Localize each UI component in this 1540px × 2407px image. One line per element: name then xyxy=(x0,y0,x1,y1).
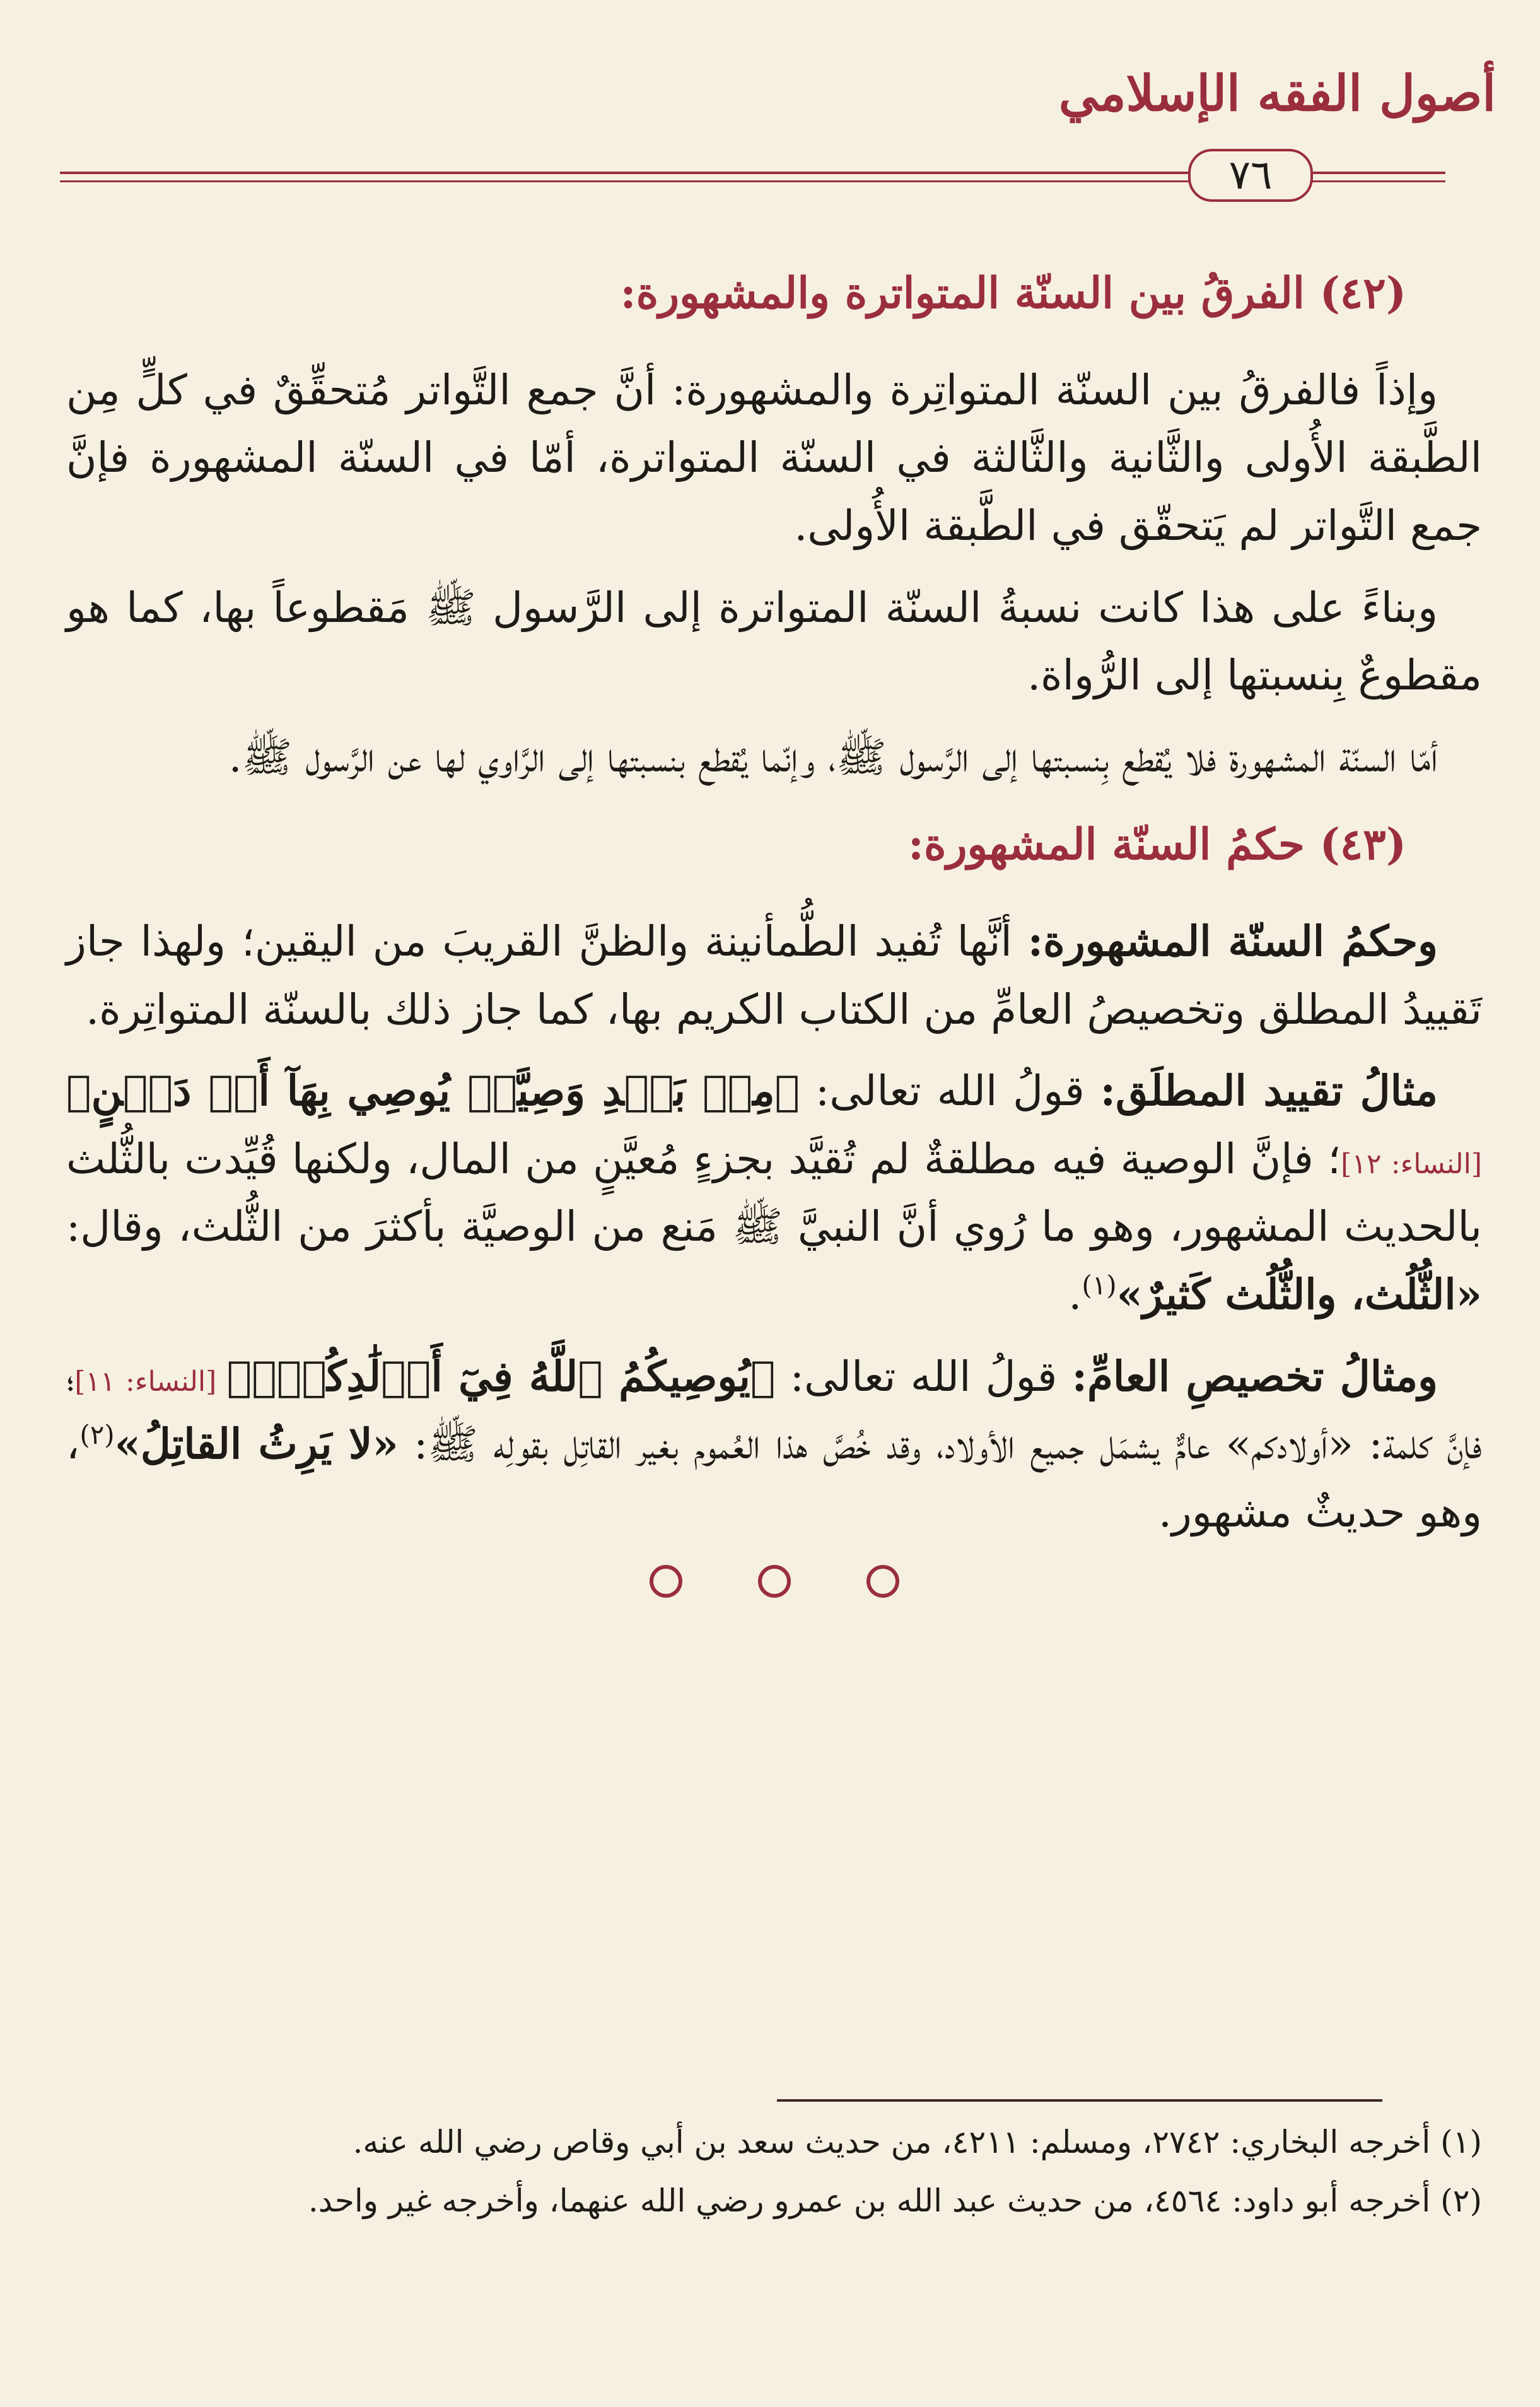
ornament-circle-icon xyxy=(650,1565,682,1598)
quran-quote: ﴿مِنۢ بَعۡدِ وَصِيَّةٖ يُوصِي بِهَآ أَوۡ دَيۡنٍ﴾ xyxy=(66,1066,800,1116)
paragraph-lead: ومثالُ تخصيصِ العامِّ: xyxy=(1071,1351,1438,1401)
paragraph-text: ، وهو حديثٌ مشهور. xyxy=(66,1420,1482,1537)
paragraph: أمّا السنّة المشهورة فلا يُقطع بِنسبتها إلى الرَّسول ﷺ، وإنّما يُقطع بنسبتها إلى الرَّاوي لها عن الرَّسول ﷺ. xyxy=(228,732,1438,782)
hadith-quote: «الثُّلُث، والثُّلُث كَثيرٌ» xyxy=(1116,1270,1482,1320)
footnote-mark[interactable]: (٢) xyxy=(79,1419,115,1451)
quran-quote: ﴿يُوصِيكُمُ ٱللَّهُ فِيٓ أَوۡلَٰدِكُمۡۖ﴾ xyxy=(226,1351,776,1401)
quran-reference: [النساء: ١١] xyxy=(74,1365,227,1398)
paragraph: وبناءً على هذا كانت نسبةُ السنّة المتواترة إلى الرَّسول ﷺ مَقطوعاً بها، كما هو مقطوعٌ بِنسبتها إلى الرُّواة. xyxy=(66,583,1482,700)
quran-reference: [النساء: ١٢] xyxy=(1341,1147,1483,1180)
book-title: أصول الفقه الإسلامي xyxy=(1058,65,1496,122)
footnote-mark[interactable]: (١) xyxy=(1082,1270,1117,1301)
paragraph xyxy=(66,1057,1482,1328)
paragraph-text: قولُ الله تعالى: xyxy=(775,1352,1072,1401)
paragraph-lead: مثالُ تقييد المطلَق: xyxy=(1100,1066,1438,1116)
footnote: (٢) أخرجه أبو داود: ٤٥٦٤، من حديث عبد الله بن عمرو رضي الله عنهما، وأخرجه غير واحد. xyxy=(308,2182,1482,2219)
section-heading: (٤٣) حكمُ السنّة المشهورة: xyxy=(907,819,1406,870)
ornament-circle-icon xyxy=(866,1565,899,1598)
main-text xyxy=(66,240,1482,1598)
paragraph-text: أنَّها تُفيد الطُّمأنينة والظنَّ القريبَ من اليقين؛ ولهذا جاز تَقييدُ المطلق وتخصيصُ العامِّ من الكتاب الكريم بها، كما جاز ذلك بالسنّة المتواتِرة. xyxy=(66,917,1482,1034)
ornament-circle-icon xyxy=(758,1565,791,1598)
paragraph xyxy=(66,1343,1482,1547)
page-number: ٧٦ xyxy=(1188,149,1313,202)
footnote: (١) أخرجه البخاري: ٢٧٤٢، ومسلم: ٤٢١١، من حديث سعد بن أبي وقاص رضي الله عنه. xyxy=(353,2124,1482,2160)
paragraph-text: . xyxy=(1068,1270,1082,1320)
paragraph-text: ؛ فإنَّ كلمة: «أولادكم» عامٌّ يشمَل جميع الأولاد، وقد خُصَّ هذا العُموم بغير القاتِل بقولِه ﷺ: xyxy=(66,1352,1483,1469)
paragraph-lead: وحكمُ السنّة المشهورة: xyxy=(1027,917,1438,966)
paragraph-text: قولُ الله تعالى: xyxy=(800,1067,1100,1116)
hadith-quote: «لا يَرِثُ القاتِلُ» xyxy=(114,1419,399,1469)
section-end-ornament xyxy=(66,1565,1482,1598)
paragraph xyxy=(66,908,1482,1043)
footnote-divider xyxy=(777,2099,1382,2102)
paragraph-text: ؛ فإنَّ الوصية فيه مطلقةٌ لم تُقيَّد بجزءٍ مُعيَّنٍ من المال، ولكنها قُيِّدت بالثُّلث بالحديث المشهور، وهو ما رُوي أنَّ النبيَّ ﷺ مَنع من الوصيَّة بأكثرَ من الثُّلث، وقال: xyxy=(66,1134,1482,1251)
paragraph: وإذاً فالفرقُ بين السنّة المتواتِرة والمشهورة: أنَّ جمع التَّواتر مُتحقِّقٌ في كلٍّ مِن الطَّبقة الأُولى والثَّانية والثَّالثة في السنّة المتواترة، أمّا في السنّة المشهورة فإنَّ جمع التَّواتر لم يَتحقّق في الطَّبقة الأُولى. xyxy=(66,365,1482,550)
section-heading: (٤٢) الفرقُ بين السنّة المتواترة والمشهورة: xyxy=(620,268,1406,319)
footnotes xyxy=(66,2116,1482,2233)
